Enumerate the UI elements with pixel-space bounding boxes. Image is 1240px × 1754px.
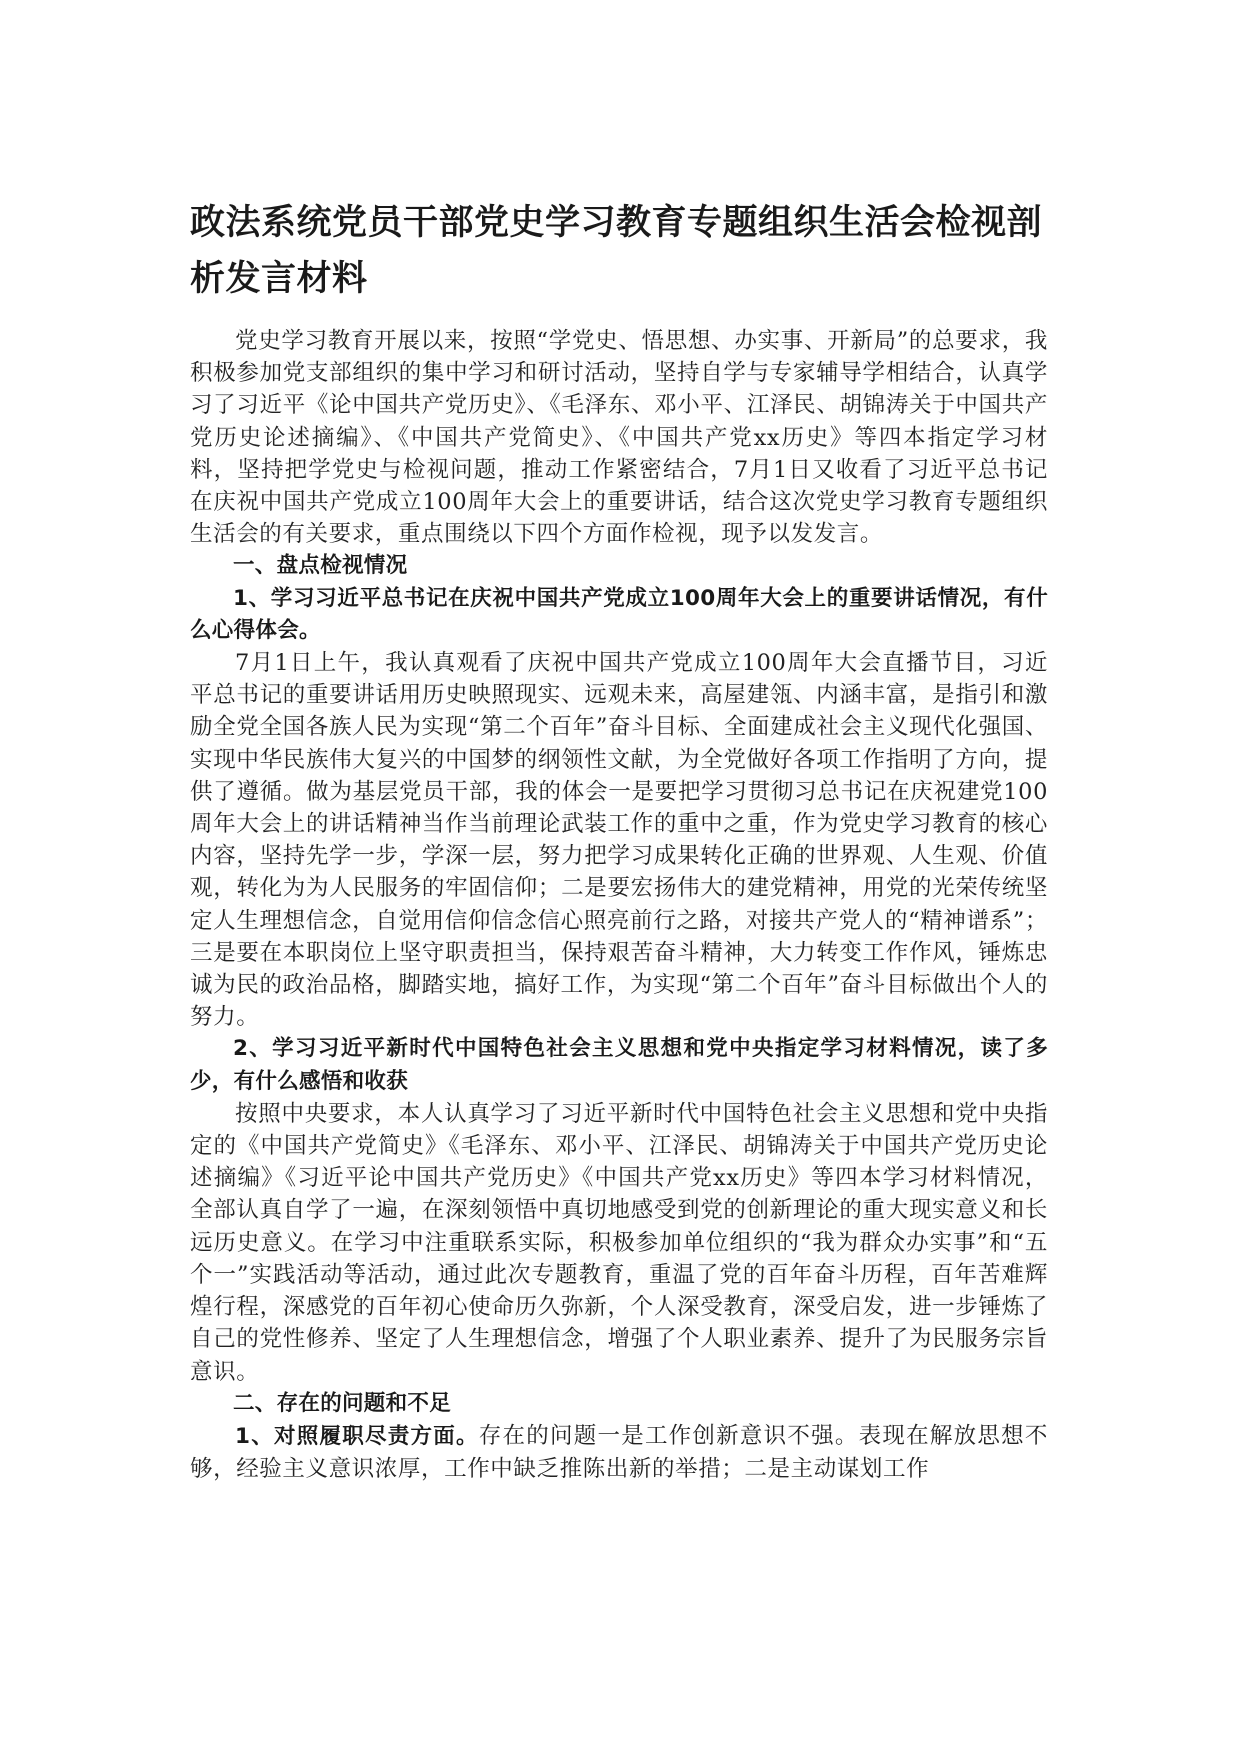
document-title: 政法系统党员干部党史学习教育专题组织生活会检视剖析发言材料 (190, 203, 1043, 299)
intro-paragraph: 党史学习教育开展以来，按照“学党史、悟思想、办实事、开新局”的总要求，我积极参加党支部组织的集中学习和研讨活动，坚持自学与专家辅导学相结合，认真学习了习近平《论中国共产党历史》、《毛泽东、邓小平、江泽民、胡锦涛关于中国共产党历史论述摘编》、《中国共产党简史》、《中国共产党xx历史》等四本指定学习材料，坚持把学党史与检视问题，推动工作紧密结合，7月1日又收看了习近平总书记在庆祝中国共产党成立100周年大会上的重要讲话，结合这次党史学习教育专题组织生活会的有关要求，重点围绕以下四个方面作检视，现予以发发言。 (190, 328, 1048, 548)
section-heading-1: 一、盘点检视情况 (233, 553, 408, 579)
document-page (190, 195, 1048, 1485)
body-paragraph-2-1 (190, 1420, 1048, 1485)
body-paragraph-1-1: 7月1日上午，我认真观看了庆祝中国共产党成立100周年大会直播节目，习近平总书记的重要讲话用历史映照现实、远观未来，高屋建瓴、内涵丰富，是指引和激励全党全国各族人民为实现“第二个百年”奋斗目标、全面建成社会主义现代化强国、实现中华民族伟大复兴的中国梦的纲领性文献，为全党做好各项工作指明了方向，提供了遵循。做为基层党员干部，我的体会一是要把学习贯彻习总书记在庆祝建党100周年大会上的讲话精神当作当前理论武装工作的重中之重，作为党史学习教育的核心内容，坚持先学一步，学深一层，努力把学习成果转化正确的世界观、人生观、价值观，转化为为人民服务的牢固信仰；二是要宏扬伟大的建党精神，用党的光荣传统坚定人生理想信念，自觉用信仰信念信心照亮前行之路，对接共产党人的“精神谱系”；三是要在本职岗位上坚守职责担当，保持艰苦奋斗精神，大力转变工作作风，锤炼忠诚为民的政治品格，脚踏实地，搞好工作，为实现“第二个百年”奋斗目标做出个人的努力。 (190, 650, 1048, 1031)
subsection-heading-1-1: 1、学习习近平总书记在庆祝中国共产党成立100周年大会上的重要讲话情况，有什么心得体会。 (190, 585, 1048, 643)
lead-in-2-1: 1、对照履职尽责方面。 (235, 1423, 479, 1449)
section-heading-2: 二、存在的问题和不足 (233, 1390, 452, 1416)
body-text-2-1: 存在的问题一是工作创新意识不强。表现在解放思想不够，经验主义意识浓厚，工作中缺乏推陈出新的举措；二是主动谋划工作 (190, 1422, 1049, 1483)
body-paragraph-1-2: 按照中央要求，本人认真学习了习近平新时代中国特色社会主义思想和党中央指定的《中国共产党简史》《毛泽东、邓小平、江泽民、胡锦涛关于中国共产党历史论述摘编》《习近平论中国共产党历史》《中国共产党xx历史》等四本学习材料情况，全部认真自学了一遍，在深刻领悟中真切地感受到党的创新理论的重大现实意义和长远历史意义。在学习中注重联系实际，积极参加单位组织的“我为群众办实事”和“五个一”实践活动等活动，通过此次专题教育，重温了党的百年奋斗历程，百年苦难辉煌行程，深感党的百年初心使命历久弥新，个人深受教育，深受启发，进一步锤炼了自己的党性修养、坚定了人生理想信念，增强了个人职业素养、提升了为民服务宗旨意识。 (190, 1100, 1048, 1385)
subsection-heading-1-2: 2、学习习近平新时代中国特色社会主义思想和党中央指定学习材料情况，读了多少，有什么感悟和收获 (190, 1036, 1048, 1094)
